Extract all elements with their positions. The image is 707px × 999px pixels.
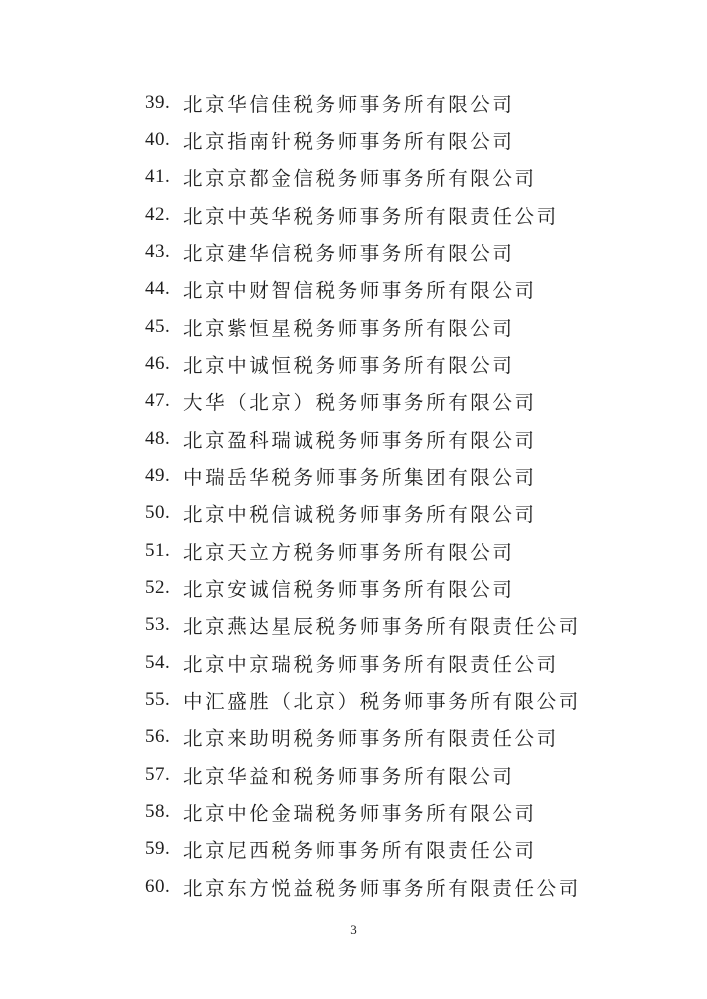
list-item-company-name: 北京天立方税务师事务所有限公司 [183,542,515,564]
list-item-company-name: 北京华益和税务师事务所有限公司 [183,766,515,788]
list-item-company-name: 北京建华信税务师事务所有限公司 [183,243,515,265]
list-item [145,233,581,270]
list-item-number: 58. [145,800,171,822]
page-number: 3 [350,922,357,937]
list-item-company-name: 大华（北京）税务师事务所有限公司 [183,393,537,415]
list-item-company-name: 北京华信佳税务师事务所有限公司 [183,94,515,116]
list-item-number: 46. [145,352,171,374]
list-item [145,457,581,494]
list-item [145,196,581,233]
list-item-number: 48. [145,427,171,449]
list-item-company-name: 北京安诚信税务师事务所有限公司 [183,579,515,601]
list-item [145,569,581,606]
list-item [145,831,581,868]
list-item [145,495,581,532]
list-item-company-name: 北京中伦金瑞税务师事务所有限公司 [183,803,537,825]
list-item-number: 41. [145,166,171,188]
list-item [145,532,581,569]
list-item [145,159,581,196]
list-item [145,719,581,756]
list-item-number: 39. [145,91,171,113]
list-item-number: 52. [145,576,171,598]
list-item-company-name: 北京指南针税务师事务所有限公司 [183,131,515,153]
list-item [145,345,581,382]
list-item-number: 40. [145,128,171,150]
list-item [145,644,581,681]
company-list [145,84,581,905]
list-item-number: 59. [145,838,171,860]
list-item-company-name: 北京中诚恒税务师事务所有限公司 [183,355,515,377]
list-item-company-name: 北京中英华税务师事务所有限责任公司 [183,206,559,228]
list-item [145,681,581,718]
list-item-company-name: 中瑞岳华税务师事务所集团有限公司 [183,467,537,489]
list-item-company-name: 北京燕达星辰税务师事务所有限责任公司 [183,617,581,639]
list-item-company-name: 北京中税信诚税务师事务所有限公司 [183,505,537,527]
list-item-number: 42. [145,203,171,225]
list-item-company-name: 中汇盛胜（北京）税务师事务所有限公司 [183,691,581,713]
list-item-number: 53. [145,614,171,636]
list-item [145,308,581,345]
list-item-number: 44. [145,278,171,300]
list-item-company-name: 北京来助明税务师事务所有限责任公司 [183,729,559,751]
list-item-number: 57. [145,763,171,785]
list-item-number: 43. [145,240,171,262]
list-item [145,383,581,420]
list-item [145,420,581,457]
list-item-company-name: 北京尼西税务师事务所有限责任公司 [183,841,537,863]
list-item-number: 56. [145,726,171,748]
list-item-number: 60. [145,875,171,897]
list-item [145,868,581,905]
list-item-number: 50. [145,502,171,524]
list-item [145,84,581,121]
list-item [145,121,581,158]
list-item-company-name: 北京盈科瑞诚税务师事务所有限公司 [183,430,537,452]
list-item-number: 45. [145,315,171,337]
list-item-number: 55. [145,688,171,710]
list-item-company-name: 北京中京瑞税务师事务所有限责任公司 [183,654,559,676]
list-item [145,793,581,830]
list-item-company-name: 北京中财智信税务师事务所有限公司 [183,281,537,303]
list-item [145,607,581,644]
list-item-company-name: 北京京都金信税务师事务所有限公司 [183,169,537,191]
list-item-number: 47. [145,390,171,412]
list-item [145,271,581,308]
list-item-number: 49. [145,464,171,486]
list-item-company-name: 北京东方悦益税务师事务所有限责任公司 [183,878,581,900]
list-item-number: 51. [145,539,171,561]
list-item [145,756,581,793]
list-item-number: 54. [145,651,171,673]
list-item-company-name: 北京紫恒星税务师事务所有限公司 [183,318,515,340]
